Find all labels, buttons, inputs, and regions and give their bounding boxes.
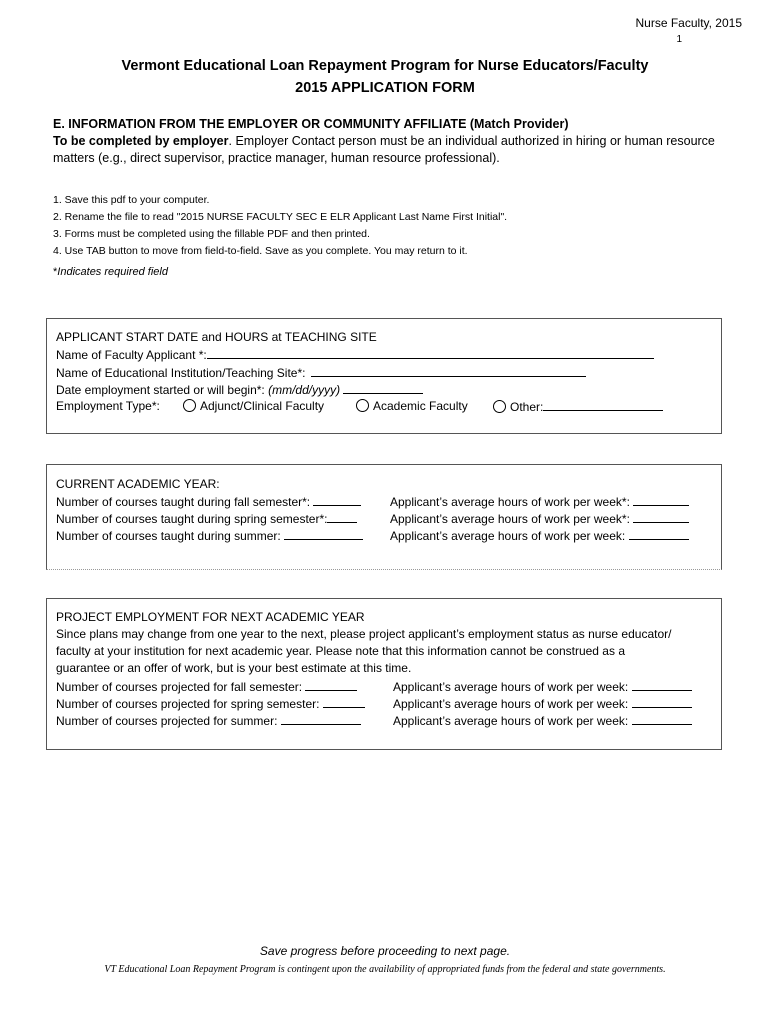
current-fall-courses-field[interactable]	[313, 493, 361, 506]
institution-label: Name of Educational Institution/Teaching Site*:	[56, 366, 306, 380]
funding-disclaimer: VT Educational Loan Repayment Program is contingent upon the availability of appropriated funds from the federal and state governments.	[104, 964, 666, 975]
faculty-name-label: Name of Faculty Applicant *:	[56, 348, 207, 362]
box2-heading: CURRENT ACADEMIC YEAR:	[56, 477, 220, 491]
section-e-lead-rest: . Employer Contact person must be an individual authorized in hiring or human resource	[228, 134, 715, 148]
projected-spring-hours-row	[393, 695, 692, 713]
current-spring-label: Number of courses taught during spring semester*:	[56, 512, 328, 526]
title-line-1: Vermont Educational Loan Repayment Program for Nurse Educators/Faculty	[121, 58, 649, 74]
projected-fall-hours-field[interactable]	[632, 678, 692, 691]
box3-para-line: Since plans may change from one year to the next, please project applicant’s employment status as nurse educator/	[56, 627, 672, 641]
document-label: Nurse Faculty, 2015	[635, 16, 742, 30]
title-line-2: 2015 APPLICATION FORM	[295, 80, 475, 96]
section-e-lead-line2: matters (e.g., direct supervisor, practice manager, human resource professional).	[53, 151, 500, 165]
current-summer-hours-field[interactable]	[629, 527, 689, 540]
date-format-hint: (mm/dd/yyyy)	[268, 383, 341, 397]
projected-fall-label: Number of courses projected for fall semester:	[56, 680, 303, 694]
current-summer-courses-field[interactable]	[284, 527, 363, 540]
current-spring-hours-field[interactable]	[633, 510, 689, 523]
faculty-name-row	[56, 346, 654, 364]
projected-spring-label: Number of courses projected for spring semester:	[56, 697, 320, 711]
projected-summer-courses-field[interactable]	[281, 712, 361, 725]
start-date-field[interactable]	[343, 381, 423, 394]
institution-field[interactable]	[311, 364, 586, 377]
box3-para-line: faculty at your institution for next academic year. Please note that this information cannot be construed as a	[56, 644, 625, 658]
current-fall-label: Number of courses taught during fall semester*:	[56, 495, 311, 509]
current-fall-hours-row	[390, 493, 689, 511]
projected-fall-hours-row	[393, 678, 692, 696]
current-summer-hours-label: Applicant’s average hours of work per week:	[390, 529, 626, 543]
current-fall-row	[56, 493, 361, 511]
box1-heading: APPLICANT START DATE and HOURS at TEACHING SITE	[56, 330, 377, 344]
page-number: 1	[676, 34, 682, 45]
current-spring-hours-label: Applicant’s average hours of work per week*:	[390, 512, 630, 526]
current-spring-hours-row	[390, 510, 689, 528]
required-note-text: Indicates required field	[57, 266, 168, 278]
start-date-label: Date employment started or will begin*:	[56, 383, 265, 397]
box3-para-line: guarantee or an offer of work, but is your best estimate at this time.	[56, 661, 412, 675]
employment-type-label: Employment Type*:	[56, 399, 160, 413]
projected-spring-row	[56, 695, 365, 713]
other-type-field[interactable]	[543, 398, 663, 411]
page-title	[0, 55, 770, 99]
faculty-name-field[interactable]	[207, 346, 654, 359]
instruction-item: 4. Use TAB button to move from field-to-field. Save as you complete. You may return to it.	[53, 245, 468, 257]
projected-summer-hours-row	[393, 712, 692, 730]
current-spring-courses-field[interactable]	[327, 510, 357, 523]
projected-summer-label: Number of courses projected for summer:	[56, 714, 278, 728]
current-fall-hours-field[interactable]	[633, 493, 689, 506]
radio-academic-label: Academic Faculty	[373, 399, 468, 413]
projected-spring-hours-label: Applicant’s average hours of work per week:	[393, 697, 629, 711]
projected-summer-row	[56, 712, 361, 730]
current-summer-hours-row	[390, 527, 689, 545]
projected-fall-hours-label: Applicant’s average hours of work per week:	[393, 680, 629, 694]
radio-adjunct[interactable]	[183, 398, 324, 415]
instruction-item: 1. Save this pdf to your computer.	[53, 194, 210, 206]
projected-fall-courses-field[interactable]	[305, 678, 357, 691]
instruction-item: 3. Forms must be completed using the fillable PDF and then printed.	[53, 228, 370, 240]
institution-row	[56, 364, 586, 382]
projected-summer-hours-label: Applicant’s average hours of work per week:	[393, 714, 629, 728]
radio-adjunct-label: Adjunct/Clinical Faculty	[200, 399, 325, 413]
required-star: *	[53, 266, 58, 278]
radio-other-label: Other:	[510, 400, 544, 414]
radio-circle-icon[interactable]	[493, 400, 506, 413]
projected-summer-hours-field[interactable]	[632, 712, 692, 725]
instructions-list	[53, 192, 733, 260]
instruction-item: 2. Rename the file to read "2015 NURSE FACULTY SEC E ELR Applicant Last Name First Initial".	[53, 211, 508, 223]
required-field-note	[53, 266, 168, 278]
section-e-lead-bold: To be completed by employer	[53, 134, 229, 148]
section-e-intro	[53, 116, 733, 167]
projected-spring-courses-field[interactable]	[323, 695, 365, 708]
current-summer-row	[56, 527, 363, 545]
current-summer-label: Number of courses taught during summer:	[56, 529, 281, 543]
section-e-heading: E. INFORMATION FROM THE EMPLOYER OR COMMUNITY AFFILIATE (Match Provider)	[53, 117, 569, 131]
radio-other[interactable]	[493, 398, 663, 416]
box3-heading: PROJECT EMPLOYMENT FOR NEXT ACADEMIC YEAR	[56, 610, 365, 624]
projected-spring-hours-field[interactable]	[632, 695, 692, 708]
projected-fall-row	[56, 678, 357, 696]
radio-academic[interactable]	[356, 398, 468, 415]
start-date-row	[56, 381, 423, 399]
employment-type-row	[56, 398, 160, 415]
current-spring-row	[56, 510, 357, 528]
radio-circle-icon[interactable]	[183, 399, 196, 412]
save-progress-note: Save progress before proceeding to next page.	[259, 944, 511, 958]
current-fall-hours-label: Applicant’s average hours of work per week*:	[390, 495, 630, 509]
radio-circle-icon[interactable]	[356, 399, 369, 412]
